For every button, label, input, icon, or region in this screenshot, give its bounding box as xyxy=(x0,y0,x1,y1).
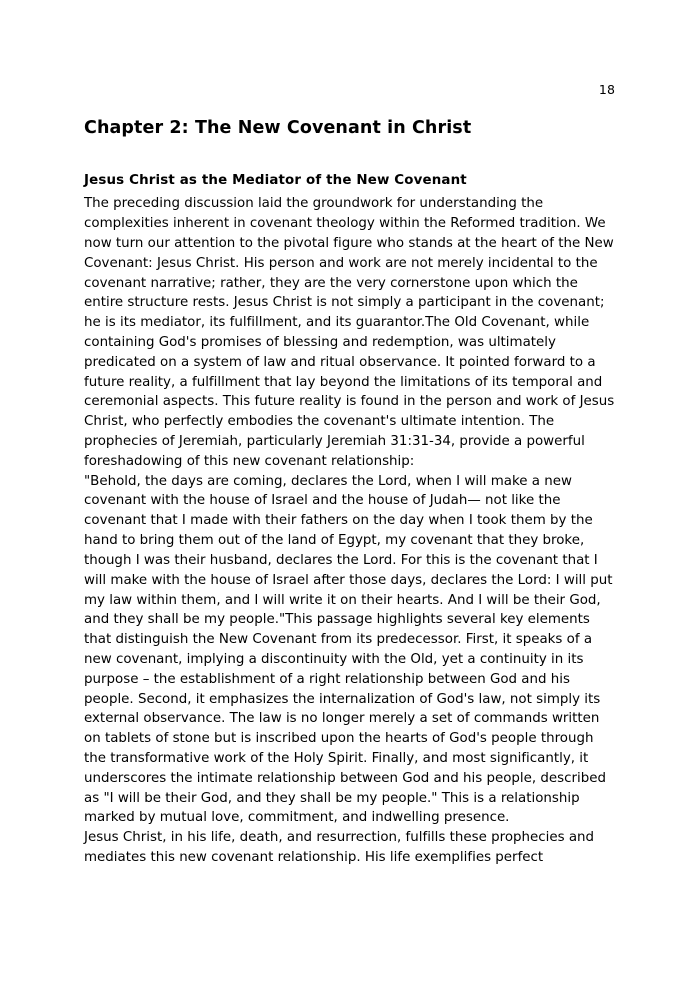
section-heading: Jesus Christ as the Mediator of the New Covenant xyxy=(84,172,467,188)
body-paragraph-2: "Behold, the days are coming, declares the Lord, when I will make a new covenant with the house of Israel and the house of Judah— not like the covenant that I made with their fathers on the day when I took them by the hand to bring them out of the land of Egypt, my covenant that they broke, though I was their husband, declares the Lord. For this is the covenant that I will make with the house of Israel after those days, declares the Lord: I will put my law within them, and I will write it on their hearts. And I will be their God, and they shall be my people."This passage highlights several key elements that distinguish the New Covenant from its predecessor. First, it speaks of a new covenant, implying a discontinuity with the Old, yet a continuity in its purpose – the establishment of a right relationship between God and his people. Second, it emphasizes the internalization of God's law, not simply its external observance. The law is no longer merely a set of commands written on tablets of stone but is inscribed upon the hearts of God's people through the transformative work of the Holy Spirit. Finally, and most significantly, it underscores the intimate relationship between God and his people, described as "I will be their God, and they shall be my people." This is a relationship marked by mutual love, commitment, and indwelling presence. xyxy=(84,473,617,826)
page-content xyxy=(84,118,619,868)
body-paragraph-3: Jesus Christ, in his life, death, and resurrection, fulfills these prophecies and mediates this new covenant relationship. His life exemplifies perfect xyxy=(84,830,599,866)
chapter-title: Chapter 2: The New Covenant in Christ xyxy=(84,118,472,138)
page-number: 18 xyxy=(598,82,615,97)
body-paragraph-1: The preceding discussion laid the groundwork for understanding the complexities inherent in covenant theology within the Reformed tradition. We now turn our attention to the pivotal figure who stands at the heart of the New Covenant: Jesus Christ. His person and work are not merely incidental to the covenant narrative; rather, they are the very cornerstone upon which the entire structure rests. Jesus Christ is not simply a participant in the covenant; he is its mediator, its fulfillment, and its guarantor.The Old Covenant, while containing God's promises of blessing and redemption, was ultimately predicated on a system of law and ritual observance. It pointed forward to a future reality, a fulfillment that lay beyond the limitations of its temporal and ceremonial aspects. This future reality is found in the person and work of Jesus Christ, who perfectly embodies the covenant's ultimate intention. The prophecies of Jeremiah, particularly Jeremiah 31:31-34, provide a powerful foreshadowing of this new covenant relationship: xyxy=(84,196,619,469)
